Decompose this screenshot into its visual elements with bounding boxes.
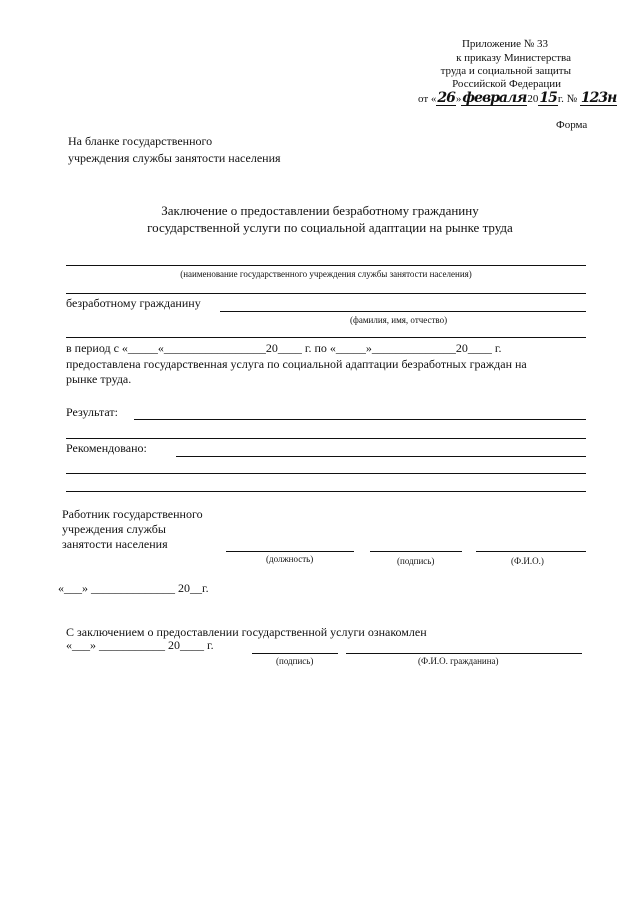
- fio-input-line[interactable]: [476, 551, 586, 552]
- citizen-input-line-2[interactable]: [66, 337, 586, 338]
- citizen-name-input-line[interactable]: [220, 311, 586, 312]
- handwritten-year: 15: [539, 90, 557, 106]
- institution-caption: (наименование государственного учреждения службы занятости населения): [180, 269, 472, 279]
- federation-name: Российской Федерации: [452, 78, 561, 90]
- acknowledgement-text: С заключением о предоставлении государственной услуги ознакомлен: [66, 625, 427, 639]
- position-caption: (должность): [266, 554, 314, 564]
- document-title-line-2: государственной услуги по социальной адаптации на рынке труда: [147, 220, 513, 235]
- result-input-line-2[interactable]: [66, 438, 586, 439]
- institution-input-line-2[interactable]: [66, 293, 586, 294]
- recommended-label: Рекомендовано:: [66, 441, 147, 455]
- worker-line-2: учреждения службы: [62, 522, 166, 536]
- worker-line-3: занятости населения: [62, 537, 168, 551]
- form-label: Форма: [556, 119, 588, 131]
- order-date: [418, 91, 617, 106]
- citizen-fio-caption: (Ф.И.О. гражданина): [418, 656, 499, 666]
- handwritten-order-number: 123н: [580, 90, 617, 106]
- position-input-line[interactable]: [226, 551, 354, 552]
- acknowledgement-date: «___» ___________ 20____ г.: [66, 638, 214, 652]
- handwritten-day: 26: [437, 90, 455, 106]
- citizen-caption: (фамилия, имя, отчество): [350, 315, 448, 325]
- recommended-input-line[interactable]: [176, 456, 586, 457]
- result-input-line[interactable]: [134, 419, 586, 420]
- date-mid: »: [455, 93, 462, 105]
- fio-caption: (Ф.И.О.): [511, 556, 544, 566]
- order-reference: к приказу Министерства: [456, 52, 571, 64]
- citizen-label: безработному гражданину: [66, 296, 201, 310]
- signature-input-line[interactable]: [370, 551, 462, 552]
- date-suffix: г. №: [557, 93, 578, 105]
- worker-line-1: Работник государственного: [62, 507, 203, 521]
- letterhead-line-1: На бланке государственного: [68, 134, 213, 148]
- document-title-line-1: Заключение о предоставлении безработному гражданину: [161, 203, 479, 218]
- service-text-line-1: предоставлена государственная услуга по социальной адаптации безработных граждан на: [66, 357, 527, 371]
- date-year-prefix: 20: [527, 93, 539, 105]
- letterhead-line-2: учреждения службы занятости населения: [68, 151, 281, 165]
- service-text-line-2: рынке труда.: [66, 372, 132, 386]
- result-label: Результат:: [66, 405, 118, 419]
- citizen-signature-input-line[interactable]: [252, 653, 338, 654]
- recommended-input-line-2[interactable]: [66, 473, 586, 474]
- appendix-number: Приложение № 33: [461, 38, 548, 50]
- signature-date: «___» ______________ 20__г.: [58, 581, 209, 595]
- handwritten-month: февраля: [462, 90, 527, 106]
- citizen-fio-input-line[interactable]: [346, 653, 582, 654]
- recommended-input-line-3[interactable]: [66, 491, 586, 492]
- ministry-name: труда и социальной защиты: [440, 65, 571, 77]
- date-prefix: от «: [418, 93, 437, 105]
- period-text: в период с «_____«_________________20____ г. по «_____»______________20____ г.: [66, 341, 502, 355]
- signature-caption: (подпись): [397, 556, 435, 566]
- citizen-signature-caption: (подпись): [276, 656, 314, 666]
- institution-input-line[interactable]: [66, 265, 586, 266]
